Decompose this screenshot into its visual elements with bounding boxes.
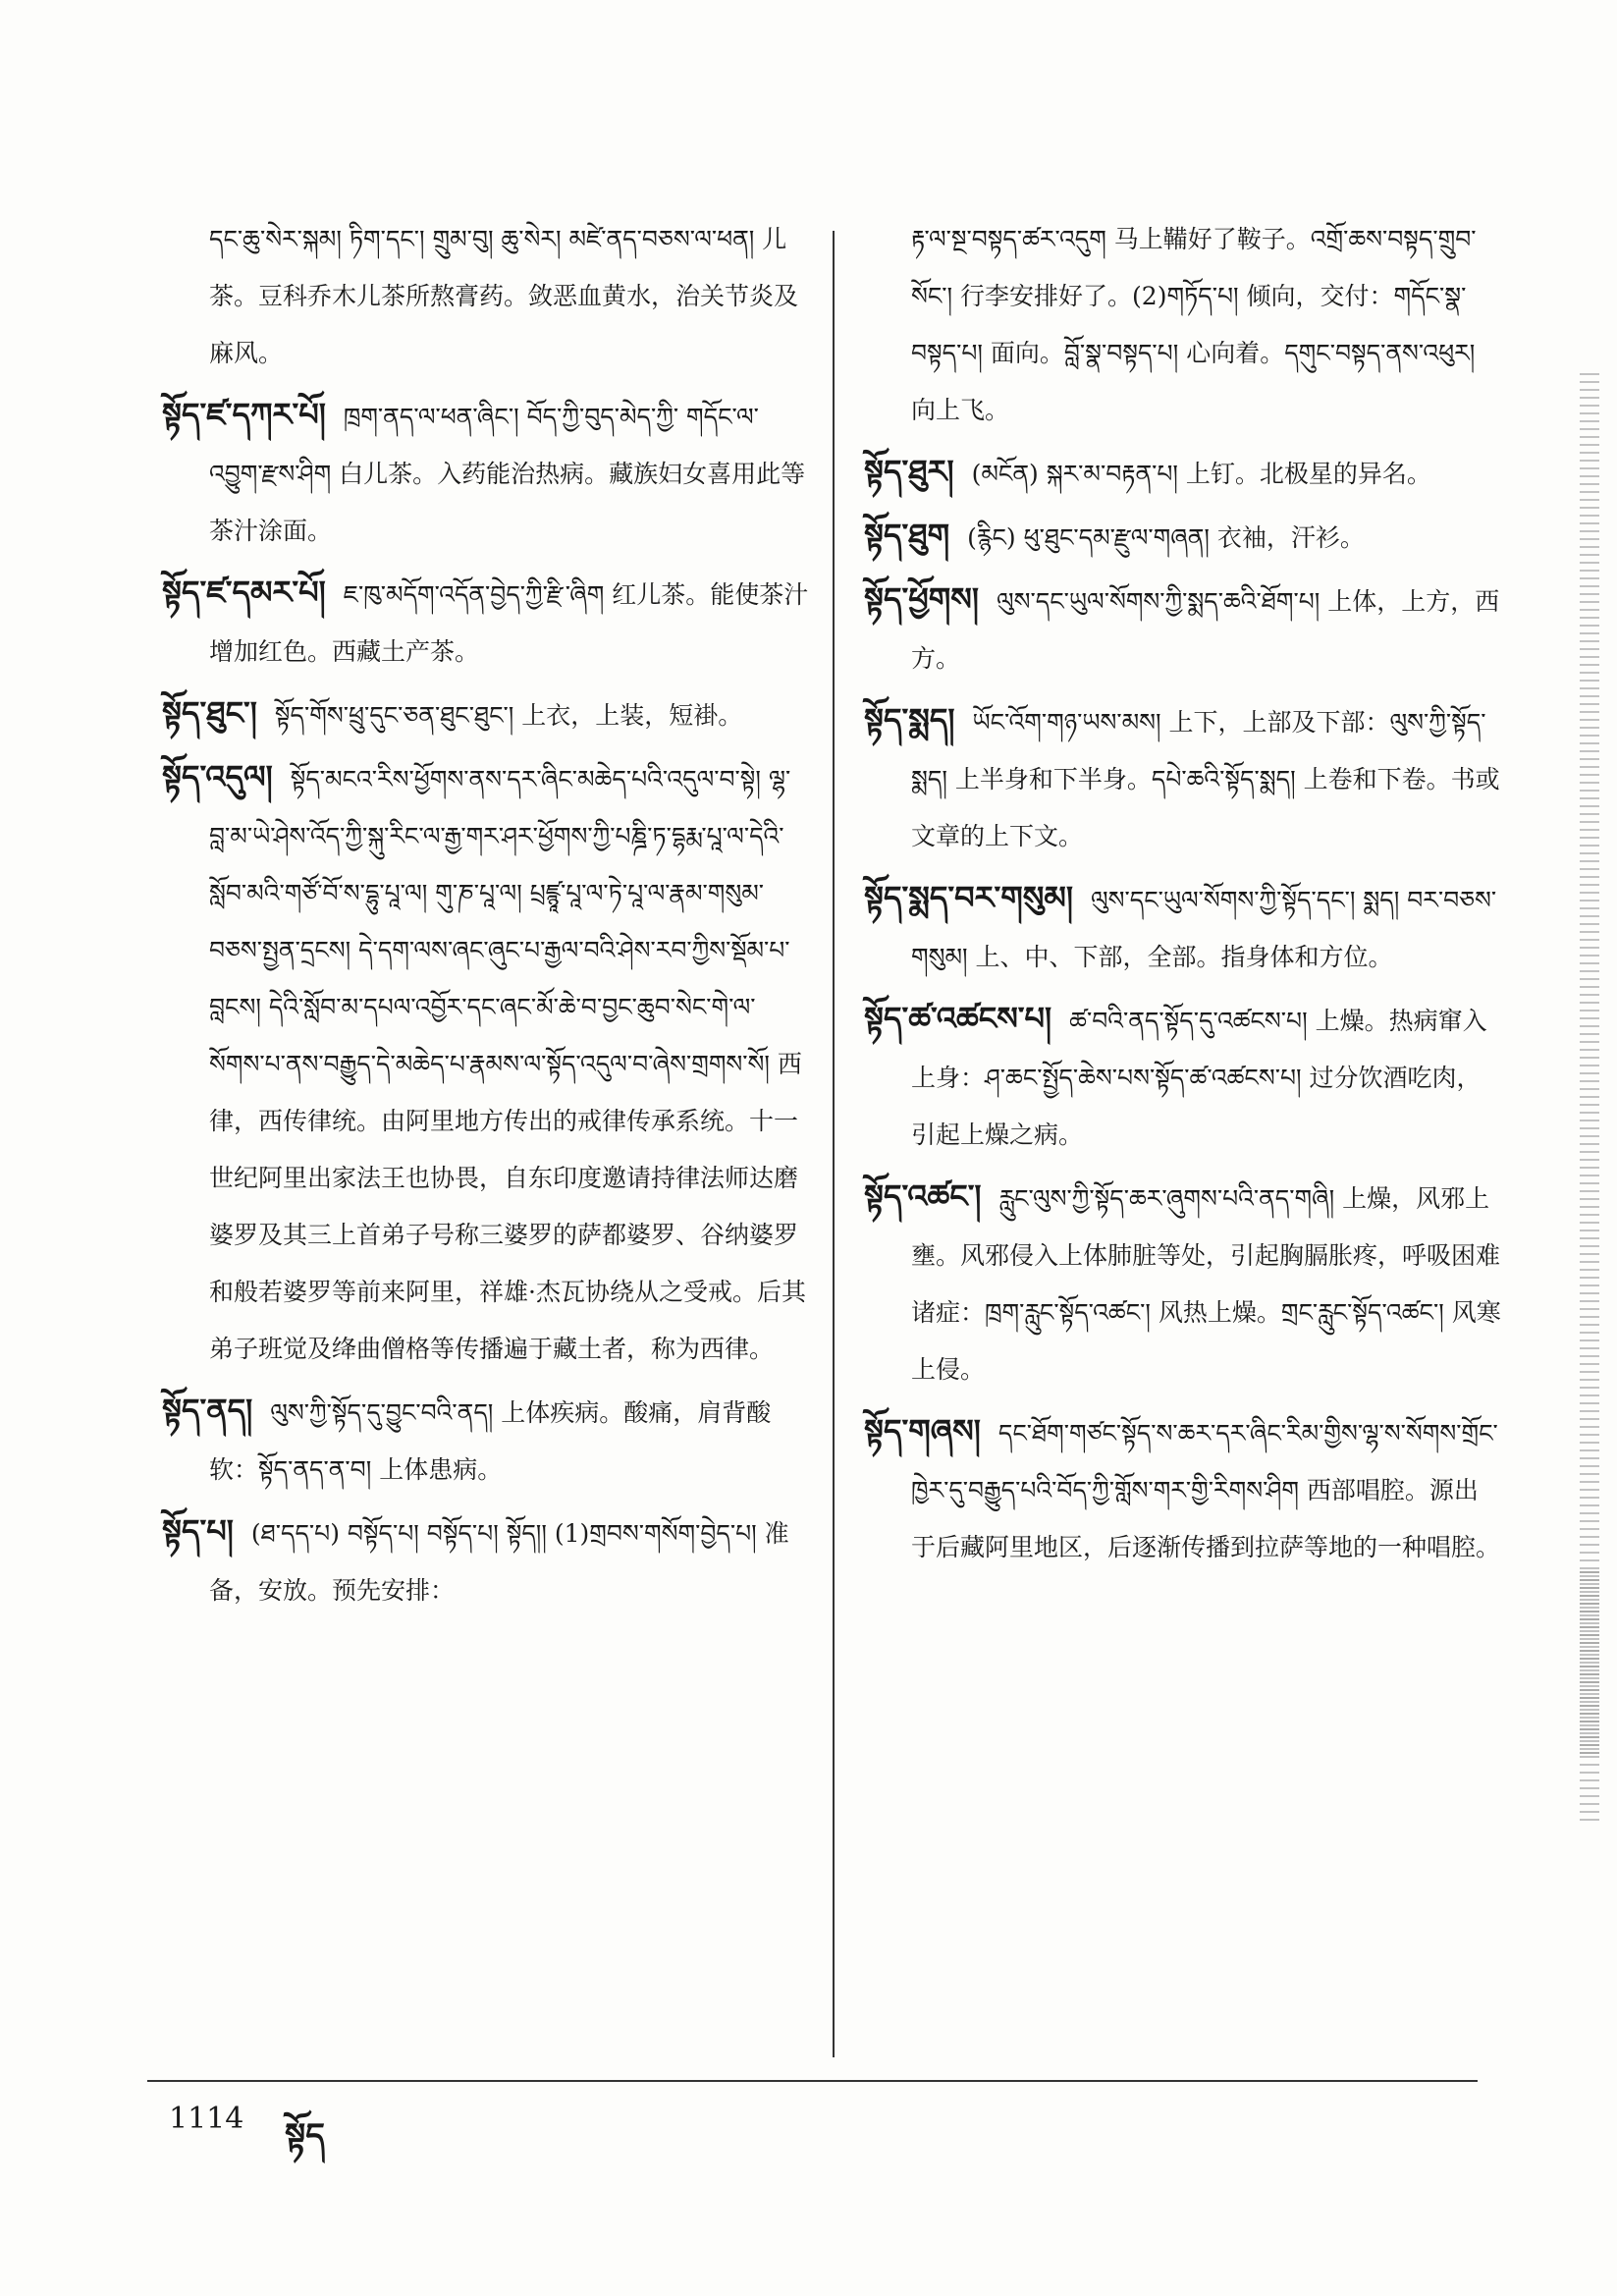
right-column [864, 211, 1502, 1580]
entry-definition: (མངོན) སྐར་མ་བརྟན་པ། 上钉。北极星的异名。 [971, 460, 1431, 488]
entry-definition: དང་ཐོག་གཙང་སྟོད་ས་ཆར་དར་ཞིང་རིམ་གྱིས་ལྷ་ས་སོགས་གྲོང་ཁྱེར་དུ་བརྒྱུད་པའི་བོད་ཀྱི་གློས་གར་གྱི་རིགས་ཤིག 西部唱腔。源出于后藏阿里地区，后逐渐传播到拉萨等地的一种唱腔。 [911, 1419, 1501, 1561]
entry-headword: སྟོད་འདུལ། [162, 758, 273, 795]
entry-headword: སྟོད་ཐུང་། [162, 694, 257, 732]
dictionary-entry [162, 748, 810, 1378]
entry-headword: སྟོད་ཐུར། [864, 453, 954, 490]
entry-headword: སྟོད་ཛ་དཀར་པོ། [162, 396, 326, 433]
page-number: 1114 [169, 2102, 244, 2136]
dictionary-entry [864, 691, 1502, 865]
entry-definition: ལུས་དང་ཡུལ་སོགས་ཀྱི་སྨད་ཆའི་ཐོག་པ། 上体，上方，西方。 [911, 587, 1500, 673]
dictionary-entry [864, 507, 1502, 567]
dictionary-entry [864, 1168, 1502, 1398]
entry-headword: སྟོད་ཚ་འཚངས་པ། [864, 1000, 1052, 1037]
entry-headword: སྟོད་འཚང་། [864, 1177, 982, 1215]
entry-definition: ལུས་དང་ཡུལ་སོགས་ཀྱི་སྟོད་དང་། སྨད། བར་བཅས་གསུམ། 上、中、下部，全部。指身体和方位。 [911, 886, 1497, 971]
footer-rule [147, 2080, 1478, 2082]
dictionary-entry [864, 443, 1502, 503]
entry-definition: ཡོང་འོག་གཉ་ཡས་མས། 上下，上部及下部：ལུས་ཀྱི་སྟོད་སྨད། 上半身和下半身。དཔེ་ཆའི་སྟོད་སྨད། 上卷和下卷。书或文章的上下文。 [911, 708, 1500, 850]
entry-definition: ཚ་བའི་ནད་སྟོད་དུ་འཚངས་པ། 上燥。热病窜入上身：ཤ་ཆང་སྤྱོད་ཆེས་པས་སྟོད་ཚ་འཚངས་པ། 过分饮酒吃肉，引起上燥之病。 [911, 1007, 1487, 1149]
column-divider [833, 231, 835, 2057]
dictionary-entry [864, 571, 1502, 687]
entry-definition: (ཐ་དད་པ) བསྟོད་པ། བསྟོད་པ། སྟོད།། (1)གྲབས་གསོག་བྱེད་པ། 准备，安放。预先安排： [209, 1519, 789, 1605]
entry-headword: སྟོད་པ། [162, 1512, 234, 1550]
dictionary-entry [864, 211, 1502, 439]
entry-headword: སྟོད་ནད། [162, 1392, 253, 1429]
entry-definition: སྟོད་གོས་ཕྲུ་དུང་ཅན་ཐུང་ཐུང་། 上衣，上装，短褂。 [274, 701, 743, 730]
entry-headword: སྟོད་སྨད་བར་གསུམ། [864, 879, 1073, 916]
entry-definition: ཁྲག་ནད་ལ་ཕན་ཞིང་། བོད་ཀྱི་བུད་མེད་ཀྱི་ གདོང་ལ་འབྱུག་རྫས་ཤིག 白儿茶。入药能治热病。藏族妇女喜用此等茶汁涂面。 [209, 403, 806, 545]
entry-definition: (རྙིང) ཕུ་ཐུང་དམ་རྫུལ་གཞན། 衣袖，汗衫。 [967, 523, 1365, 552]
dictionary-entry [864, 869, 1502, 986]
dictionary-entry [162, 684, 810, 744]
entry-definition: ལུས་ཀྱི་སྟོད་དུ་བྱུང་བའི་ནད། 上体疾病。酸痛，肩背酸软：སྟོད་ནད་ན་བ། 上体患病。 [209, 1398, 772, 1484]
dictionary-entry [162, 1382, 810, 1499]
entry-headword: སྟོད་ཕྱོགས། [864, 580, 979, 618]
dictionary-entry [864, 1402, 1502, 1576]
entry-definition: སྟོད་མངའ་རིས་ཕྱོགས་ནས་དར་ཞིང་མཆེད་པའི་འདུལ་བ་སྟེ། ལྷ་བླ་མ་ཡེ་ཤེས་འོད་ཀྱི་སྐུ་རིང་ལ་རྒྱ་གར་ཤར་ཕྱོགས་ཀྱི་པཎྜི་ཏ་དྷརྨ་པཱ་ལ་དེའི་སློབ་མའི་གཙོ་བོ་ས་དྷུ་པཱ་ལ། གུ་ཎ་པཱ་ལ། པྲཛྙཱ་པཱ་ལ་ཏེ་པཱ་ལ་རྣམ་གསུམ་བཅས་སྤྱན་དྲངས། དེ་དག་ལས་ཞང་ཞུང་པ་རྒྱལ་བའི་ཤེས་རབ་ཀྱིས་སྡོམ་པ་བླངས། དེའི་སློབ་མ་དཔལ་འབྱོར་དང་ཞང་མོ་ཆེ་བ་བྱང་ཆུབ་སེང་གེ་ལ་སོགས་པ་ནས་བརྒྱུད་དེ་མཆེད་པ་རྣམས་ལ་སྟོད་འདུལ་བ་ཞེས་གྲགས་སོ། 西律，西传律统。由阿里地方传出的戒律传承系统。十一世纪阿里出家法王也协畏，自东印度邀请持律法师达磨婆罗及其三上首弟子号称三婆罗的萨都婆罗、谷纳婆罗和般若婆罗等前来阿里，祥雄·杰瓦协绕从之受戒。后其弟子班觉及绛曲僧格等传播遍于藏土者，称为西律。 [209, 765, 806, 1363]
running-head: སྟོད [285, 2116, 325, 2156]
dictionary-entry [864, 990, 1502, 1164]
dictionary-entry [162, 386, 810, 560]
entry-headword: སྟོད་ཛ་དམར་པོ། [162, 574, 326, 611]
entry-headword: སྟོད་གཞས། [864, 1412, 981, 1449]
entry-headword: སྟོད་ཐུག [864, 517, 950, 554]
entry-definition: དང་ཆུ་སེར་སྐམ། ཏིག་དང་། གྲུམ་བུ། ཆུ་སེར། མཛེ་ནད་བཅས་ལ་ཕན། 儿茶。豆科乔木儿茶所熬膏药。敛恶血黄水，治关节炎及麻风。 [209, 225, 799, 367]
scan-margin-marks-lower [1580, 1571, 1599, 1758]
left-column [162, 211, 810, 1623]
entry-definition: རྟ་ལ་སྔ་བསྟད་ཚར་འདུག 马上鞴好了鞍子。འགྲོ་ཆས་བསྟད་གྲུབ་སོང་། 行李安排好了。(2)གཏོད་པ། 倾向，交付：གདོང་སྣ་བསྟད་པ། 面向。བློ་སྣ་བསྟད་པ། 心向着。དགུང་བསྟད་ནས་འཕུར། 向上飞。 [911, 225, 1477, 424]
dictionary-entry [162, 1503, 810, 1619]
dictionary-entry [162, 564, 810, 681]
entry-definition: རླུང་ལུས་ཀྱི་སྟོད་ཆར་ཞུགས་པའི་ནད་གཞི། 上燥，风邪上壅。风邪侵入上体肺脏等处，引起胸膈胀疼，呼吸困难诸症：ཁྲག་རླུང་སྟོད་འཚང་། 风热上燥。གྲང་རླུང་སྟོད་འཚང་། 风寒上侵。 [911, 1184, 1501, 1384]
dictionary-entry [162, 211, 810, 382]
entry-headword: སྟོད་སྨད། [864, 701, 955, 738]
entry-definition: ཇ་ཁུ་མདོག་འདོན་བྱེད་ཀྱི་རྫི་ཞིག 红儿茶。能使茶汁增加红色。西藏土产茶。 [209, 580, 809, 666]
